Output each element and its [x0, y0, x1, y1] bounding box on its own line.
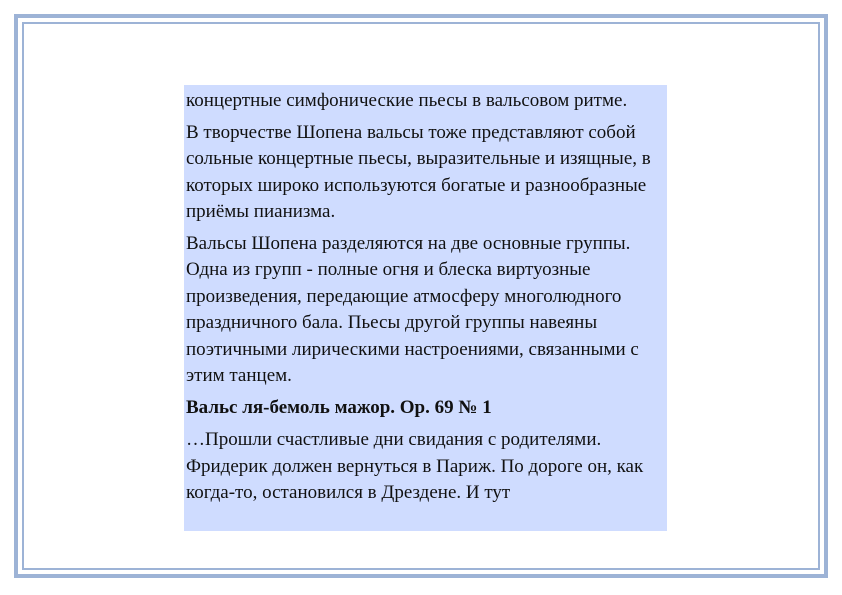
paragraph-intro: концертные симфонические пьесы в вальсовом ритме. [186, 90, 628, 111]
paragraph-chopin-waltzes: В творчестве Шопена вальсы тоже представляют собой сольные концертные пьесы, выразительные и изящные, в которых широко используются богатые и разнообразные приёмы пианизма. [186, 121, 651, 222]
paragraph-waltz-groups: Вальсы Шопена разделяются на две основные группы. Одна из групп - полные огня и блеска виртуозные произведения, передающие атмосферу многолюдного праздничного бала. Пьесы другой группы навеяны поэтичными лирическими настроениями, связанными с этим танцем. [186, 232, 639, 386]
slide-text-block [184, 85, 667, 531]
waltz-heading: Вальс ля-бемоль мажор. Op. 69 № 1 [186, 396, 492, 418]
paragraph-closing: …Прошли счастливые дни свидания с родителями. Фридерик должен вернуться в Париж. По дороге он, как когда-то, остановился в Дрездене. И тут [186, 429, 644, 503]
